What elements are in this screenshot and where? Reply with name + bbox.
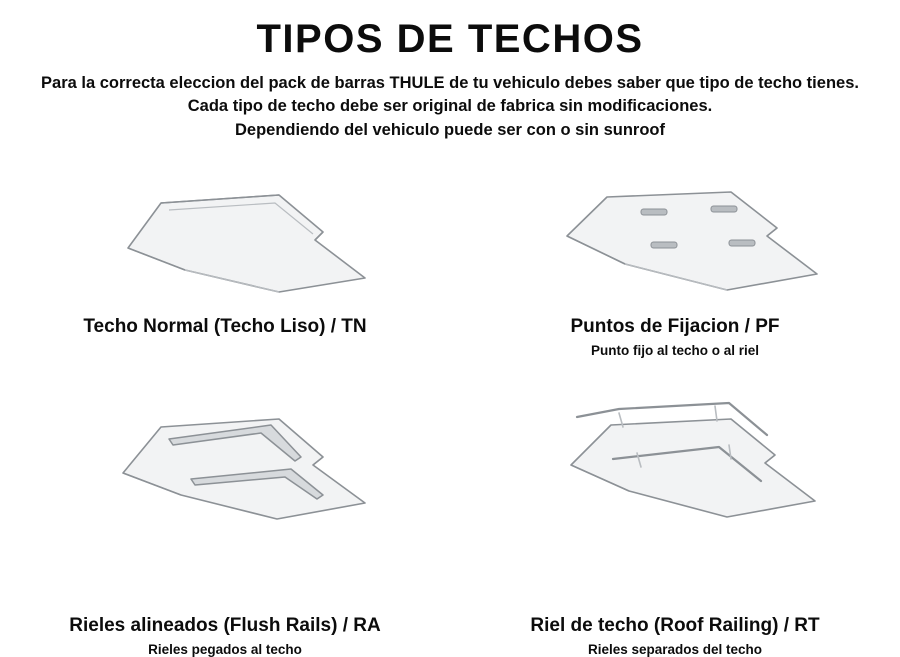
intro-line-2: Cada tipo de techo debe ser original de fabrica sin modificaciones. — [187, 97, 713, 116]
roof-type-card-pf — [450, 168, 900, 393]
roof-type-caption-pf: Puntos de Fijacion / PF — [570, 316, 780, 337]
roof-type-subcaption-pf: Punto fijo al techo o al riel — [590, 343, 760, 358]
intro-line-1: Para la correcta eleccion del pack de barras THULE de tu vehiculo debes saber que tipo de techo tienes. — [41, 74, 859, 92]
roof-type-card-rt — [450, 393, 900, 657]
roof-type-subcaption-rt: Rieles separados del techo — [587, 642, 763, 657]
roof-types-infographic — [0, 17, 900, 657]
roof-type-caption-rt: Riel de techo (Roof Railing) / RT — [530, 615, 820, 636]
roof-type-grid — [0, 168, 900, 657]
roof-type-caption-ra: Rieles alineados (Flush Rails) / RA — [69, 615, 381, 636]
car-roof-flush-rails-icon — [65, 395, 385, 545]
car-roof-plain-icon — [65, 170, 385, 320]
intro-text — [0, 72, 900, 142]
page-title: TIPOS DE TECHOS — [256, 17, 644, 61]
roof-type-caption-tn: Techo Normal (Techo Liso) / TN — [83, 316, 367, 337]
car-roof-raised-railing-icon — [515, 395, 835, 545]
car-roof-fixpoints-icon — [515, 170, 835, 320]
intro-line-3: Dependiendo del vehiculo puede ser con o sin sunroof — [235, 120, 665, 139]
roof-type-card-tn — [0, 168, 450, 393]
roof-type-subcaption-ra: Rieles pegados al techo — [148, 642, 302, 657]
roof-type-card-ra — [0, 393, 450, 657]
